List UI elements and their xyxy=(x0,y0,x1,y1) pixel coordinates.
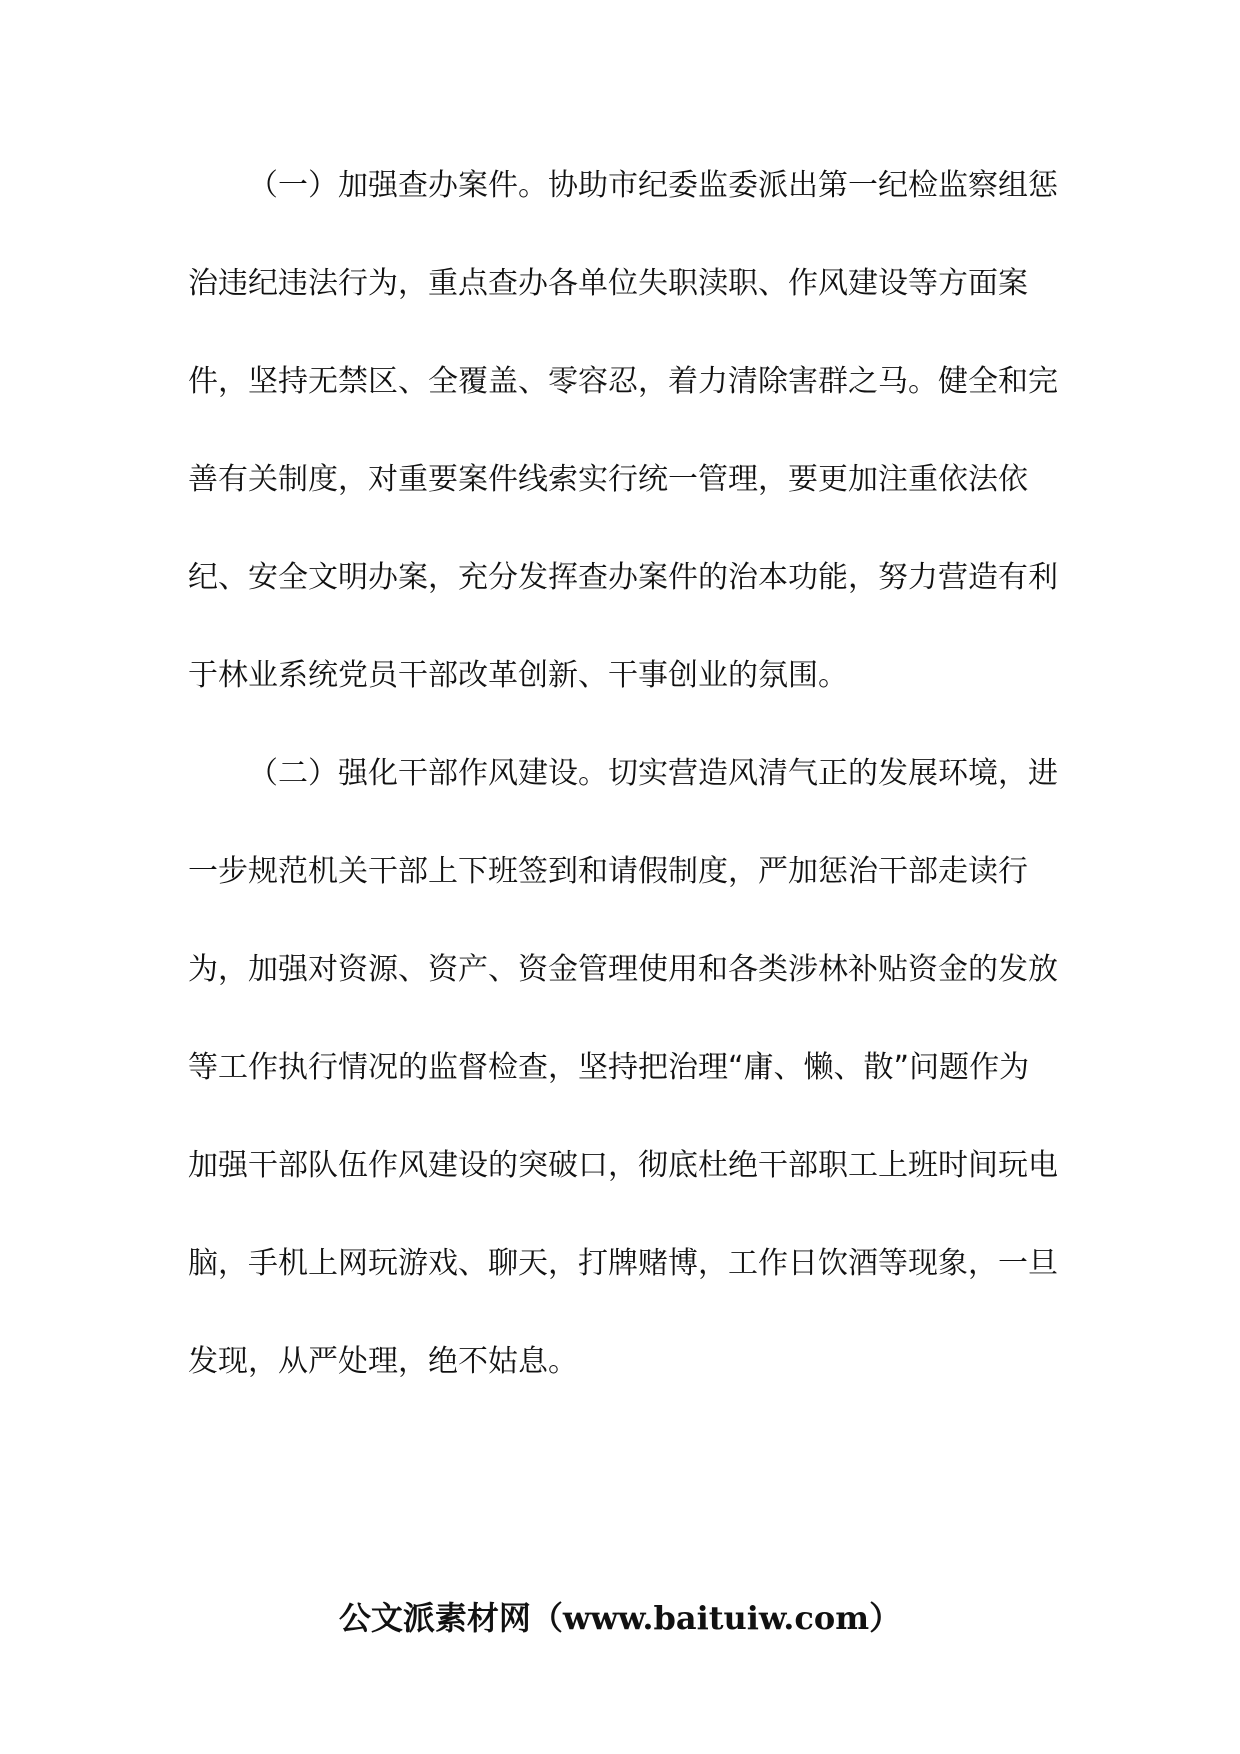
paragraph-1-line-1: （一）加强查办案件。协助市纪委监委派出第一纪检监察组惩 xyxy=(248,168,1058,203)
paragraph-1-line-5: 纪、安全文明办案，充分发挥查办案件的治本功能，努力营造有利 xyxy=(188,560,1058,595)
paragraph-2-line-3: 为，加强对资源、资产、资金管理使用和各类涉林补贴资金的发放 xyxy=(188,952,1058,987)
paragraph-2-line-1: （二）强化干部作风建设。切实营造风清气正的发展环境，进 xyxy=(248,756,1058,791)
paragraph-1-line-3: 件，坚持无禁区、全覆盖、零容忍，着力清除害群之马。健全和完 xyxy=(188,364,1058,399)
paragraph-2-line-2: 一步规范机关干部上下班签到和请假制度，严加惩治干部走读行 xyxy=(188,854,1028,889)
paragraph-1-line-4: 善有关制度，对重要案件线索实行统一管理，要更加注重依法依 xyxy=(188,462,1028,497)
footer-watermark-text: 公文派素材网（www.baituiw.com） xyxy=(338,1599,902,1637)
paragraph-2-line-6: 脑，手机上网玩游戏、聊天，打牌赌博，工作日饮酒等现象，一旦 xyxy=(188,1246,1058,1281)
paragraph-2-line-4: 等工作执行情况的监督检查，坚持把治理“庸、懒、散”问题作为 xyxy=(188,1050,1030,1085)
paragraph-2-line-7: 发现，从严处理，绝不姑息。 xyxy=(188,1344,578,1379)
paragraph-1-line-6: 于林业系统党员干部改革创新、干事创业的氛围。 xyxy=(188,658,848,693)
paragraph-1-line-2: 治违纪违法行为，重点查办各单位失职渎职、作风建设等方面案 xyxy=(188,266,1028,301)
paragraph-2-line-5: 加强干部队伍作风建设的突破口，彻底杜绝干部职工上班时间玩电 xyxy=(188,1148,1058,1183)
